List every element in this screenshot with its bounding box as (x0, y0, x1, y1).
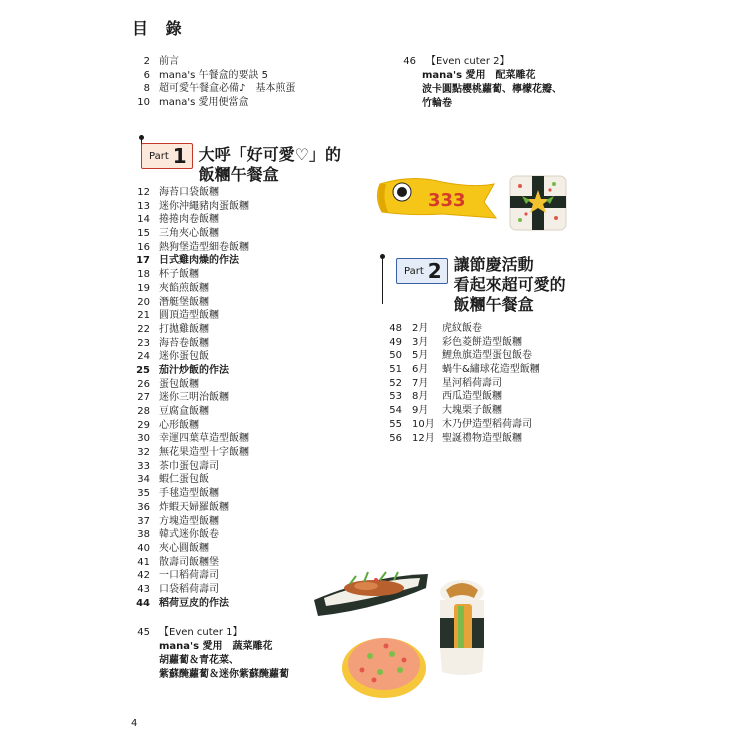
toc-entry[interactable] (120, 55, 295, 69)
toc-title: 彩色菱餅造型飯糰 (442, 336, 522, 348)
even-cuter-1-block (120, 626, 289, 682)
toc-page: 8 (143, 83, 150, 95)
toc-page: 29 (137, 419, 150, 431)
toc-page: 44 (136, 597, 150, 609)
carp-text: 333 (428, 190, 466, 211)
part-title-line: 讓節慶活動 (453, 255, 534, 274)
toc-entry[interactable] (120, 405, 249, 419)
toc-page: 41 (137, 556, 150, 568)
page-number: 4 (131, 718, 138, 729)
toc-page: 33 (137, 460, 150, 472)
toc-title: 杯子飯糰 (159, 269, 199, 281)
toc-page: 32 (137, 447, 150, 459)
toc-page: 10 (137, 97, 150, 109)
page-title: 目 錄 (132, 19, 188, 38)
toc-page: 34 (137, 474, 150, 486)
toc-entry[interactable] (120, 96, 295, 110)
toc-page: 36 (137, 501, 150, 513)
toc-title: 迷你蛋包飯 (159, 351, 209, 363)
toc-entry[interactable] (120, 432, 249, 446)
toc-entry[interactable] (120, 309, 249, 323)
toc-month: 9月 (412, 405, 429, 417)
toc-title: 星河稻荷壽司 (442, 377, 502, 389)
part-number: 2 (427, 259, 442, 283)
toc-title: 茄汁炒飯的作法 (159, 364, 229, 376)
part-number: 1 (172, 144, 187, 168)
toc-entry[interactable] (120, 323, 249, 337)
toc-title: 西瓜造型飯糰 (442, 391, 502, 403)
toc-entry[interactable] (378, 336, 540, 350)
toc-page: 53 (389, 391, 402, 403)
toc-title: 海苔卷飯糰 (159, 337, 209, 349)
toc-entry[interactable] (120, 515, 249, 529)
toc-title: 打拋雞飯糰 (159, 323, 209, 335)
toc-subline: mana's 愛用 蔬菜雕花 (159, 641, 273, 652)
toc-title: 聖誕禮物造型飯糰 (442, 432, 522, 444)
part-title-line: 飯糰午餐盒 (453, 295, 534, 314)
toc-entry[interactable] (120, 350, 249, 364)
toc-title: 虎紋飯卷 (442, 323, 482, 334)
toc-page: 21 (137, 310, 150, 322)
toc-page: 49 (389, 336, 402, 348)
toc-title: mana's 午餐盒的要訣 5 (159, 69, 269, 81)
toc-entry[interactable] (120, 69, 295, 83)
toc-month: 8月 (412, 391, 429, 403)
toc-entry[interactable] (120, 200, 249, 214)
toc-page: 12 (137, 187, 150, 198)
toc-subline: 紫蘇醃蘿蔔＆迷你紫蘇醃蘿蔔 (159, 669, 289, 680)
toc-entry[interactable] (120, 460, 249, 474)
toc-title: mana's 愛用便當盒 (159, 97, 249, 109)
toc-title: 方塊造型飯糰 (159, 515, 219, 527)
toc-entry[interactable] (120, 542, 249, 556)
toc-title: 炸蝦天婦羅飯糰 (159, 501, 229, 513)
tall-roll-photo (432, 578, 492, 678)
toc-entry[interactable] (120, 268, 249, 282)
toc-entry[interactable] (378, 363, 540, 377)
toc-entry[interactable] (120, 82, 295, 96)
toc-month: 6月 (412, 364, 429, 376)
part-title-line: 大呼「好可愛♡」的 (198, 145, 342, 164)
toc-entry[interactable] (120, 378, 249, 392)
toc-entry[interactable] (378, 404, 540, 418)
toc-title: 茶巾蛋包壽司 (159, 460, 219, 472)
toc-page: 38 (137, 529, 150, 541)
toc-entry[interactable] (120, 487, 249, 501)
toc-entry[interactable] (120, 597, 249, 611)
toc-page: 52 (389, 377, 402, 389)
toc-page: 13 (137, 200, 150, 212)
toc-entry[interactable] (392, 55, 562, 69)
toc-page: 15 (137, 228, 150, 240)
gift-riceball-photo (506, 170, 570, 234)
toc-title: 蛋包飯糰 (159, 378, 199, 390)
toc-entry[interactable] (120, 213, 249, 227)
toc-entry[interactable] (120, 364, 249, 378)
toc-title: 前言 (159, 56, 179, 67)
toc-title: 迷你三明治飯糰 (159, 392, 229, 404)
toc-title: 超可愛午餐盒必備♪ 基本煎蛋 (159, 83, 296, 95)
toc-month: 12月 (412, 432, 435, 444)
toc-entry[interactable] (120, 419, 249, 433)
toc-page: 16 (137, 241, 150, 253)
toc-title: 夾餡煎飯糰 (159, 282, 209, 294)
toc-entry[interactable] (120, 626, 289, 640)
toc-entry[interactable] (120, 528, 249, 542)
toc-title: 夾心圓飯糰 (159, 542, 209, 554)
toc-page: 19 (137, 282, 150, 294)
toc-entry[interactable] (120, 282, 249, 296)
toc-title: 捲捲肉卷飯糰 (159, 214, 219, 226)
toc-subline: 竹輪卷 (422, 98, 452, 109)
toc-page: 24 (137, 351, 150, 363)
toc-entry[interactable] (378, 432, 540, 446)
toc-entry[interactable] (120, 227, 249, 241)
part1-header (141, 143, 341, 185)
round-riceball-photo (340, 624, 428, 700)
toc-entry[interactable] (120, 556, 249, 570)
toc-title: 鯉魚旗造型蛋包飯卷 (442, 350, 532, 362)
toc-page: 20 (137, 296, 150, 308)
toc-title: 豆腐盒飯糰 (159, 406, 209, 417)
toc-entry[interactable] (120, 583, 249, 597)
toc-month: 10月 (412, 418, 435, 430)
toc-title: 幸運四葉草造型飯糰 (159, 433, 249, 445)
toc-page: 18 (137, 269, 150, 281)
part-label: Part (149, 150, 169, 162)
toc-month: 3月 (412, 336, 429, 348)
toc-title: 無花果造型十字飯糰 (159, 447, 249, 459)
toc-page: 26 (137, 378, 150, 390)
toc-page: 14 (137, 214, 150, 226)
toc-month: 5月 (412, 350, 429, 362)
toc-title: 大塊栗子飯糰 (442, 405, 502, 417)
even-cuter-heading: 【Even cuter 2】 (426, 56, 510, 67)
toc-title: 一口稻荷壽司 (159, 570, 219, 582)
part1-list (120, 186, 249, 610)
toc-entry[interactable] (120, 296, 249, 310)
part1-badge (141, 143, 193, 169)
toc-page: 42 (137, 570, 150, 582)
toc-page: 55 (389, 418, 402, 430)
toc-page: 2 (143, 56, 150, 67)
toc-title: 木乃伊造型稻荷壽司 (442, 418, 532, 430)
toc-page: 54 (389, 405, 402, 417)
toc-subline: 波卡圓點櫻桃蘿蔔、檸檬花瓣、 (422, 84, 562, 95)
toc-page: 27 (137, 392, 150, 404)
toc-title: 三角夾心飯糰 (159, 228, 219, 240)
toc-title: 蝦仁蛋包飯 (159, 474, 209, 486)
toc-page: 25 (136, 364, 150, 376)
toc-page: 43 (137, 583, 150, 595)
toc-entry[interactable] (120, 569, 249, 583)
toc-entry[interactable] (120, 501, 249, 515)
part1-title (199, 145, 341, 185)
toc-entry[interactable] (378, 418, 540, 432)
toc-subline: 胡蘿蔔＆青花菜、 (159, 655, 239, 666)
toc-page: 51 (389, 364, 402, 376)
toc-entry[interactable] (120, 337, 249, 351)
toc-title: 散壽司飯糰堡 (159, 556, 219, 568)
toc-page: 35 (137, 488, 150, 500)
toc-title: 手毬造型飯糰 (159, 488, 219, 500)
toc-entry[interactable] (120, 186, 249, 200)
toc-entry[interactable] (378, 377, 540, 391)
toc-title: 圓頂造型飯糰 (159, 310, 219, 322)
toc-title: 口袋稻荷壽司 (159, 583, 219, 595)
toc-subline: mana's 愛用 配菜雕花 (422, 70, 536, 81)
toc-title: 海苔口袋飯糰 (159, 187, 219, 198)
toc-month: 2月 (412, 323, 429, 334)
toc-entry[interactable] (120, 473, 249, 487)
toc-title: 潛艇堡飯糰 (159, 296, 209, 308)
toc-page: 23 (137, 337, 150, 349)
toc-page: 6 (143, 69, 150, 81)
toc-title: 心形飯糰 (159, 419, 199, 431)
part2-list (378, 322, 540, 445)
toc-page: 28 (137, 406, 150, 417)
part-title-line: 飯糰午餐盒 (198, 165, 279, 184)
toc-page: 30 (137, 433, 150, 445)
even-cuter-heading: 【Even cuter 1】 (159, 627, 243, 638)
part2-title (454, 255, 566, 315)
toc-page: 22 (137, 323, 150, 335)
toc-page: 37 (137, 515, 150, 527)
part-label: Part (404, 265, 424, 277)
intro-list (120, 55, 295, 110)
part2-header (396, 255, 566, 315)
toc-entry[interactable] (378, 322, 540, 336)
toc-entry[interactable] (120, 446, 249, 460)
toc-title: 迷你沖繩豬肉蛋飯糰 (159, 200, 249, 212)
toc-entry[interactable] (120, 391, 249, 405)
toc-title: 蝸牛&繡球花造型飯糰 (442, 364, 540, 376)
even-cuter-2-block (392, 55, 562, 111)
toc-entry[interactable] (378, 390, 540, 404)
sushi-boat-photo (310, 566, 432, 618)
part-title-line: 看起來超可愛的 (453, 275, 566, 294)
section-marker-line (382, 258, 383, 304)
toc-page: 45 (137, 627, 150, 638)
toc-entry[interactable] (120, 241, 249, 255)
toc-entry[interactable] (378, 349, 540, 363)
toc-page: 40 (137, 542, 150, 554)
toc-page: 48 (389, 323, 402, 334)
toc-entry[interactable] (120, 254, 249, 268)
toc-title: 熱狗堡造型細卷飯糰 (159, 241, 249, 253)
toc-title: 日式雞肉燥的作法 (159, 255, 239, 267)
part2-badge (396, 258, 448, 284)
toc-page: 46 (403, 56, 416, 67)
toc-title: 韓式迷你飯卷 (159, 529, 219, 541)
toc-title: 稻荷豆皮的作法 (159, 597, 229, 609)
toc-page: 56 (389, 432, 402, 444)
toc-page: 17 (136, 255, 150, 267)
toc-month: 7月 (412, 377, 429, 389)
carp-omelette-photo (372, 168, 504, 228)
toc-page: 50 (389, 350, 402, 362)
